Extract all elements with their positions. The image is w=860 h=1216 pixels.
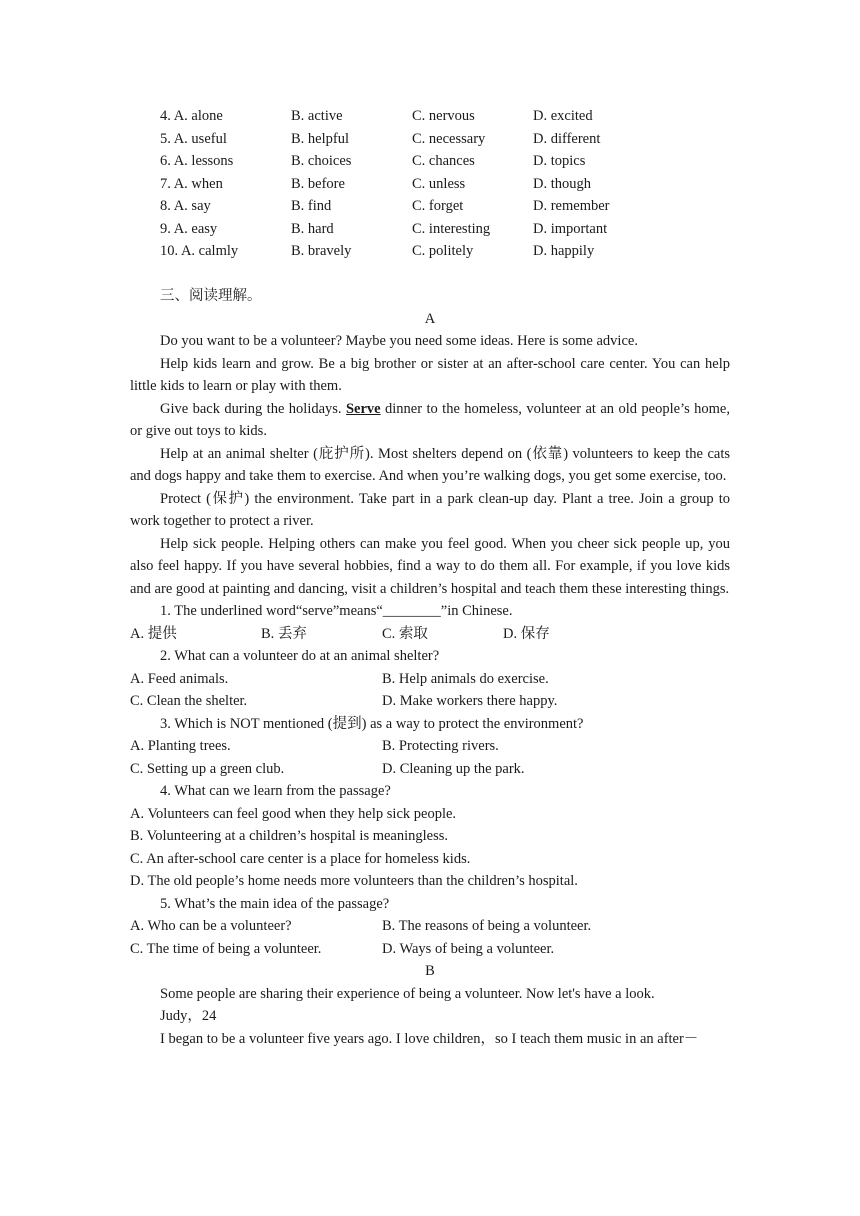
question-4-option-a: A. Volunteers can feel good when they help sick people.	[130, 805, 457, 822]
passage-a-paragraph: Help at an animal shelter (庇护所). Most shelters depend on (依靠) volunteers to keep the cats and dogs happy and take them to exercise. And when you’re walking dogs, you get some exercise, too.	[130, 445, 730, 484]
option-row	[130, 173, 730, 196]
option-c: C. nervous	[412, 108, 475, 124]
option-c: C. necessary	[412, 130, 486, 147]
passage-b-label: B	[425, 963, 435, 979]
section-title: 三、阅读理解。	[160, 288, 262, 304]
question-4-option-b: B. Volunteering at a children’s hospital is meaningless.	[130, 828, 449, 844]
question-2-options	[130, 668, 730, 691]
option-d: D. Make workers there happy.	[382, 693, 558, 709]
option-a: 4. A. alone	[160, 108, 223, 124]
passage-a-paragraph: Help sick people. Helping others can make you feel good. When you cheer sick people up, you also feel happy. If you have several hobbies, find a way to do them all. For example, if you love kids and are good at painting and dancing, visit a children’s hospital and teach them these interesting things.	[130, 535, 730, 597]
question-1-options	[130, 623, 730, 646]
option-c: C. The time of being a volunteer.	[130, 940, 322, 957]
option-d: D. 保存	[503, 625, 550, 642]
question-4: 4. What can we learn from the passage?	[160, 783, 391, 799]
question-4-option-c: C. An after-school care center is a place for homeless kids.	[130, 850, 471, 867]
option-a: A. Who can be a volunteer?	[130, 918, 292, 934]
option-c: C. forget	[412, 198, 464, 214]
option-c: C. unless	[412, 175, 466, 192]
option-row	[130, 150, 730, 173]
option-b: B. Protecting rivers.	[382, 738, 499, 754]
option-a: A. Planting trees.	[130, 738, 231, 754]
option-c: C. 索取	[382, 625, 428, 642]
passage-a-paragraph	[130, 398, 730, 443]
option-b: B. before	[291, 175, 345, 192]
text-before-serve: Give back during the holidays.	[160, 400, 346, 417]
option-row	[130, 218, 730, 241]
option-d: D. Ways of being a volunteer.	[382, 940, 555, 957]
option-a: 6. A. lessons	[160, 153, 234, 169]
worksheet-page	[130, 105, 730, 1050]
option-b: B. active	[291, 108, 343, 124]
option-b: B. The reasons of being a volunteer.	[382, 918, 592, 934]
question-5-options	[130, 938, 730, 961]
option-d: D. remember	[533, 198, 610, 214]
question-3-options	[130, 758, 730, 781]
option-a: A. 提供	[130, 625, 177, 642]
question-5-options	[130, 915, 730, 938]
option-b: B. hard	[291, 220, 334, 237]
option-d: D. though	[533, 175, 591, 192]
option-b: B. find	[291, 198, 332, 214]
option-a: A. Feed animals.	[130, 670, 229, 687]
option-c: C. politely	[412, 243, 474, 259]
question-2-options	[130, 690, 730, 713]
option-c: C. Clean the shelter.	[130, 693, 248, 709]
question-4-option-d: D. The old people’s home needs more volunteers than the children’s hospital.	[130, 873, 578, 889]
question-2: 2. What can a volunteer do at an animal shelter?	[160, 648, 440, 664]
passage-a-label: A	[424, 310, 436, 327]
option-c: C. chances	[412, 153, 475, 169]
question-3-options	[130, 735, 730, 758]
option-a: 7. A. when	[160, 175, 223, 192]
option-row	[130, 240, 730, 263]
cloze-options	[130, 105, 730, 263]
option-b: B. bravely	[291, 243, 352, 259]
question-1: 1. The underlined word“serve”means“________”in Chinese.	[160, 603, 513, 619]
passage-b-intro: Some people are sharing their experience of being a volunteer. Now let's have a look.	[160, 985, 655, 1002]
option-b: B. choices	[291, 153, 352, 169]
passage-a-paragraph: Protect (保护) the environment. Take part in a park clean-up day. Plant a tree. Join a group to work together to protect a river.	[130, 490, 730, 529]
option-b: B. Help animals do exercise.	[382, 670, 549, 687]
questions-a	[130, 600, 730, 960]
passage-b-speaker: Judy，24	[160, 1008, 217, 1024]
underlined-word-serve: Serve	[345, 400, 381, 417]
option-d: D. happily	[533, 243, 595, 259]
option-b: B. helpful	[291, 130, 349, 147]
option-a: 9. A. easy	[160, 220, 218, 237]
option-d: D. important	[533, 220, 608, 237]
question-5: 5. What’s the main idea of the passage?	[160, 895, 390, 912]
option-d: D. Cleaning up the park.	[382, 760, 525, 777]
passage-b-paragraph: I began to be a volunteer five years ago. I love children，so I teach them music in an after－	[160, 1030, 699, 1047]
option-row	[130, 128, 730, 151]
text-after-serve: dinner to the homeless, volunteer at an old people’s home, or give out toys to kids.	[130, 400, 730, 439]
option-b: B. 丢弃	[261, 625, 307, 642]
option-row	[130, 195, 730, 218]
option-d: D. excited	[533, 108, 593, 124]
option-a: 8. A. say	[160, 198, 211, 214]
option-d: D. topics	[533, 153, 586, 169]
option-c: C. Setting up a green club.	[130, 760, 285, 777]
passage-a-paragraph: Help kids learn and grow. Be a big brother or sister at an after-school care center. You can help little kids to learn or play with them.	[130, 355, 730, 394]
question-3: 3. Which is NOT mentioned (提到) as a way to protect the environment?	[160, 715, 584, 732]
passage-a-paragraph: Do you want to be a volunteer? Maybe you need some ideas. Here is some advice.	[160, 333, 638, 349]
option-a: 5. A. useful	[160, 130, 227, 147]
option-a: 10. A. calmly	[160, 243, 239, 259]
option-row	[130, 105, 730, 128]
option-d: D. different	[533, 130, 601, 147]
option-c: C. interesting	[412, 220, 491, 237]
